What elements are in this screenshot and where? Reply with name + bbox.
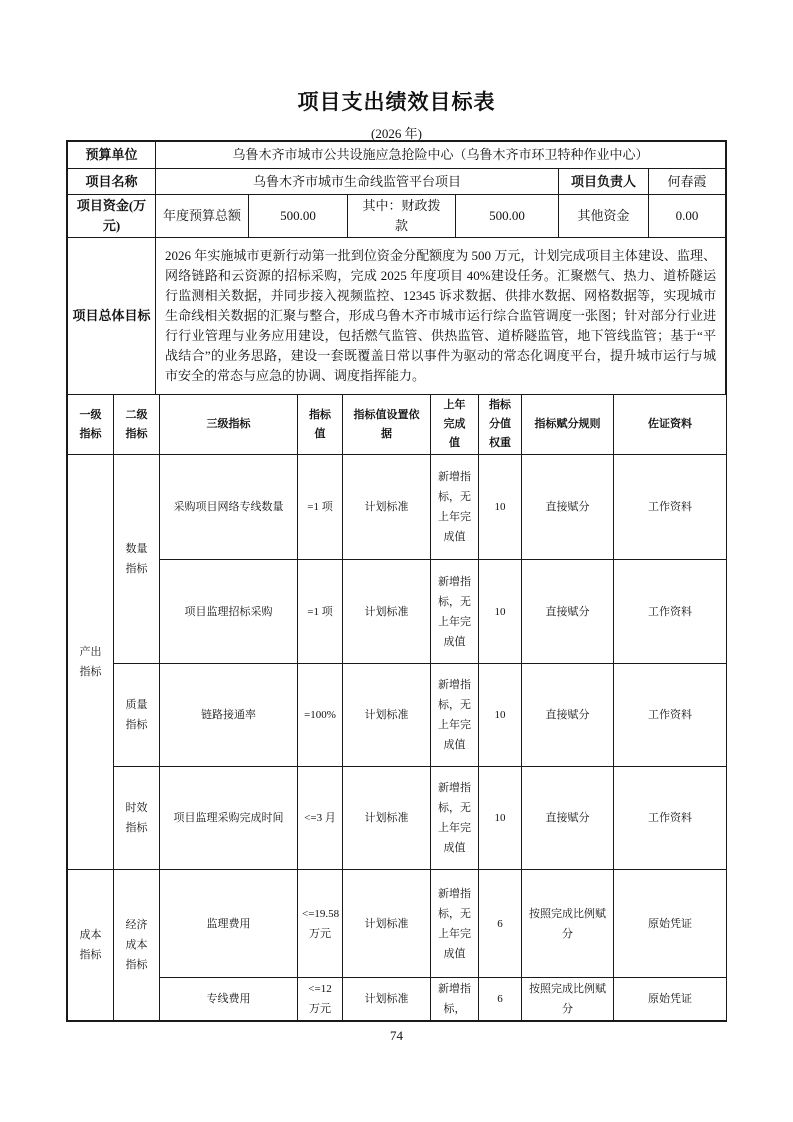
document-title: 项目支出绩效目标表 [297,90,496,114]
indicator-prev-year: 新增指标， [431,978,479,1021]
indicator-evidence: 工作资料 [614,560,727,664]
budget-unit-label: 预算单位 [68,142,156,169]
header-level2: 二级指标 [114,395,160,455]
header-rule: 指标赋分规则 [522,395,614,455]
level2-quality: 质量指标 [114,664,160,767]
indicator-row [68,870,727,978]
indicator-rule: 直接赋分 [522,664,614,767]
indicator-row [68,560,727,664]
indicator-name: 采购项目网络专线数量 [160,455,298,560]
indicator-value: =1 项 [298,560,343,664]
project-name-value: 乌鲁木齐市城市生命线监管平台项目 [156,169,559,195]
indicator-basis: 计划标准 [343,560,431,664]
indicator-prev-year: 新增指标，无上年完成值 [431,767,479,870]
indicator-rule: 按照完成比例赋分 [522,978,614,1021]
indicator-evidence: 工作资料 [614,767,727,870]
header-evidence: 佐证资料 [614,395,727,455]
indicator-rule: 直接赋分 [522,455,614,560]
indicator-weight: 6 [479,870,522,978]
budget-unit-row [68,142,726,169]
indicator-name: 项目监理采购完成时间 [160,767,298,870]
page-number: 74 [390,1028,403,1043]
indicator-name: 链路接通率 [160,664,298,767]
indicator-evidence: 原始凭证 [614,870,727,978]
header-prev-year: 上年完成值 [431,395,479,455]
indicator-table [67,394,727,1021]
project-leader-value: 何春霞 [649,169,726,195]
indicator-evidence: 工作资料 [614,455,727,560]
indicator-weight: 6 [479,978,522,1021]
indicator-header-row [68,395,727,455]
indicator-rule: 直接赋分 [522,560,614,664]
indicator-value: <=19.58 万元 [298,870,343,978]
overall-goal-label: 项目总体目标 [68,238,156,395]
indicator-prev-year: 新增指标，无上年完成值 [431,560,479,664]
header-weight: 指标分值权重 [479,395,522,455]
indicator-row [68,455,727,560]
indicator-weight: 10 [479,767,522,870]
indicator-row [68,664,727,767]
overall-goal-row [68,238,726,395]
indicator-value: =1 项 [298,455,343,560]
project-leader-label: 项目负责人 [559,169,649,195]
level1-cost: 成本指标 [68,870,114,1021]
header-level1: 一级指标 [68,395,114,455]
indicator-value: =100% [298,664,343,767]
indicator-row [68,767,727,870]
indicator-name: 监理费用 [160,870,298,978]
annual-budget-label: 年度预算总额 [156,195,249,238]
indicator-name: 项目监理招标采购 [160,560,298,664]
indicator-weight: 10 [479,664,522,767]
indicator-evidence: 原始凭证 [614,978,727,1021]
overall-goal-text: 2026 年实施城市更新行动第一批到位资金分配额度为 500 万元，计划完成项目主体建设、监理、网络链路和云资源的招标采购，完成 2025 年度项目 40%建设任务。汇聚燃气、热力、道桥隧运行监测相关数据，并同步接入视频监控、12345 诉求数据、供排水数据、网格数据等，实现城市生命线相关数据的汇聚与整合，形成乌鲁木齐市城市运行综合监管调度一张图；针对部分行业进行行业管理与业务应用建设，包括燃气监管、供热监管、道桥隧监管，地下管线监管；基于“平战结合”的业务思路，建设一套既覆盖日常以事件为驱动的常态化调度平台，提升城市运行与城市安全的常态与应急的协调、调度指挥能力。 [156,238,726,395]
indicator-basis: 计划标准 [343,664,431,767]
level2-economic-cost: 经济成本指标 [114,870,160,1021]
indicator-rule: 直接赋分 [522,767,614,870]
project-name-label: 项目名称 [68,169,156,195]
indicator-prev-year: 新增指标，无上年完成值 [431,455,479,560]
indicator-basis: 计划标准 [343,978,431,1021]
level2-quantity: 数量指标 [114,455,160,664]
document-subtitle: (2026 年) [371,126,422,141]
indicator-row [68,978,727,1021]
indicator-evidence: 工作资料 [614,664,727,767]
fiscal-allocation-label: 其中：财政拨款 [348,195,456,238]
other-fund-label: 其他资金 [559,195,649,238]
annual-budget-value: 500.00 [249,195,348,238]
indicator-basis: 计划标准 [343,455,431,560]
indicator-prev-year: 新增指标，无上年完成值 [431,870,479,978]
header-value: 指标值 [298,395,343,455]
header-basis: 指标值设置依据 [343,395,431,455]
level2-timeliness: 时效指标 [114,767,160,870]
performance-target-table [66,140,727,1022]
indicator-weight: 10 [479,455,522,560]
project-fund-label: 项目资金(万元) [68,195,156,238]
indicator-value: <=12 万元 [298,978,343,1021]
level1-output: 产出指标 [68,455,114,870]
indicator-basis: 计划标准 [343,870,431,978]
project-name-row [68,169,726,195]
indicator-prev-year: 新增指标，无上年完成值 [431,664,479,767]
indicator-weight: 10 [479,560,522,664]
project-info-table [67,141,726,395]
other-fund-value: 0.00 [649,195,726,238]
indicator-name: 专线费用 [160,978,298,1021]
indicator-basis: 计划标准 [343,767,431,870]
budget-unit-value: 乌鲁木齐市城市公共设施应急抢险中心（乌鲁木齐市环卫特种作业中心） [156,142,726,169]
header-level3: 三级指标 [160,395,298,455]
indicator-rule: 按照完成比例赋分 [522,870,614,978]
indicator-value: <=3 月 [298,767,343,870]
fiscal-allocation-value: 500.00 [456,195,559,238]
project-fund-row [68,195,726,238]
